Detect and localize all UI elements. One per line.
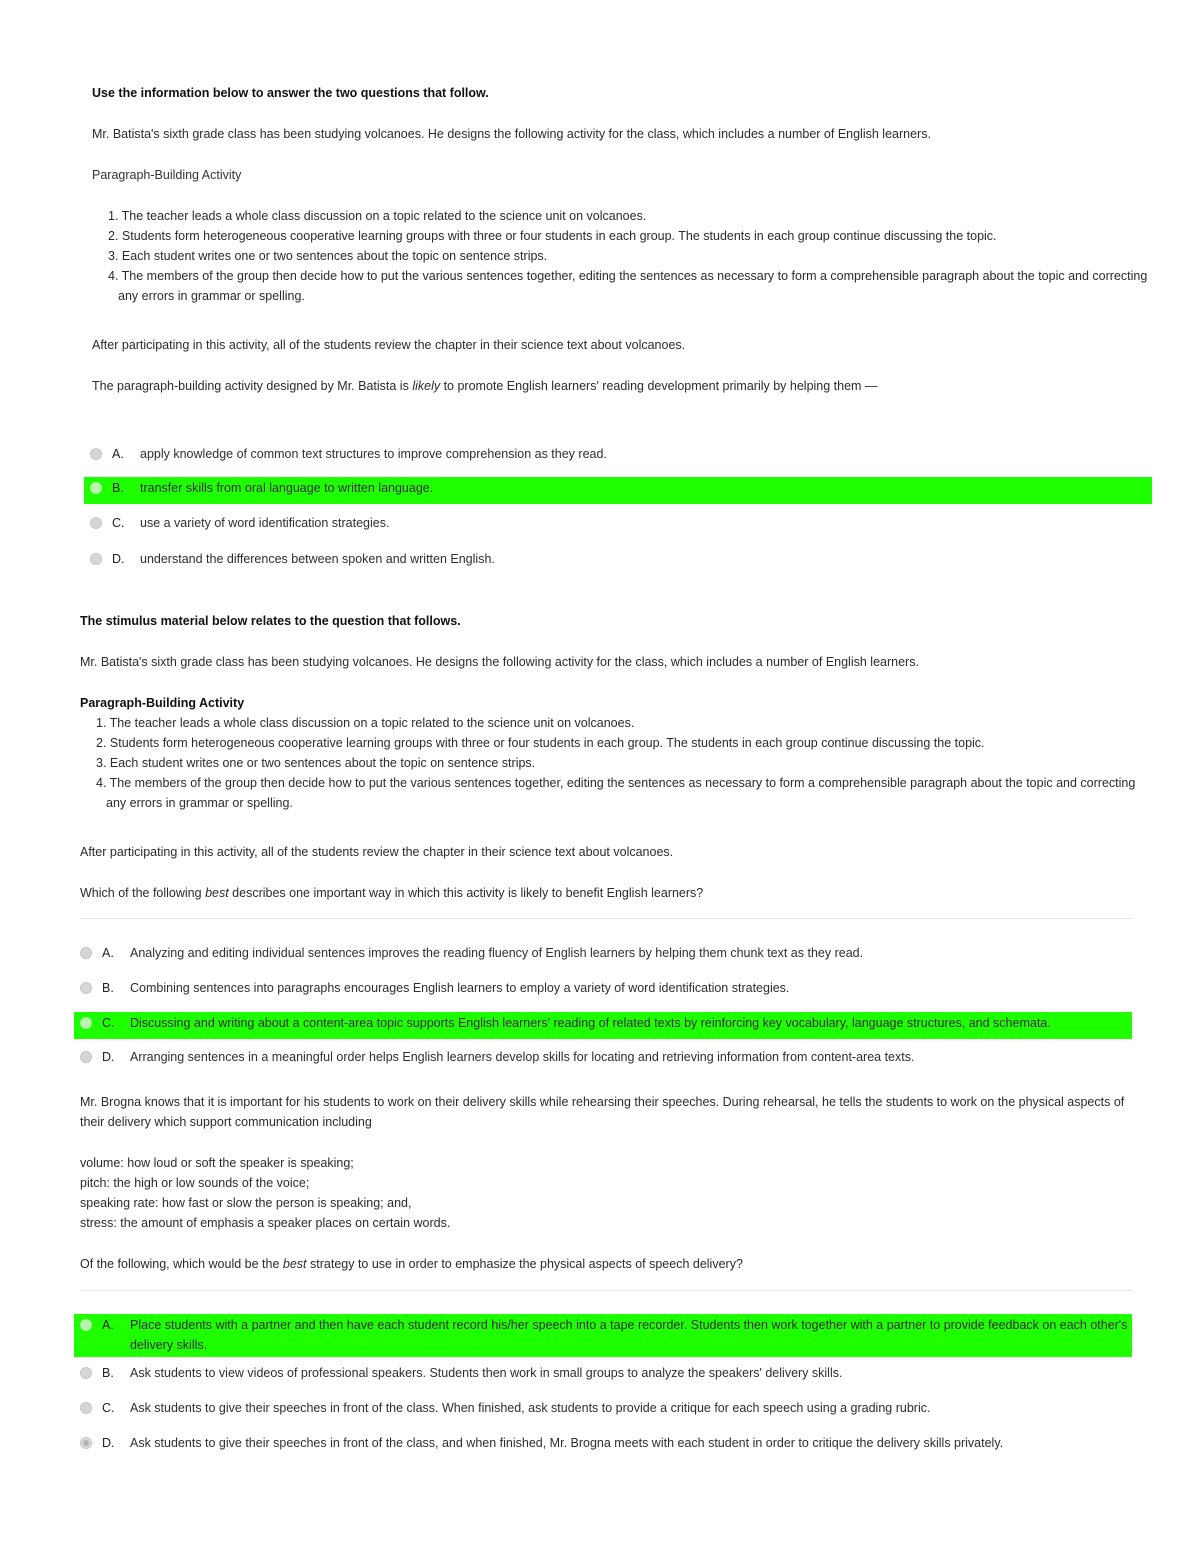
q3-choice-d[interactable]: D. Ask students to give their speeches in front of the class, and when finished, Mr. Brogna meets with each student in order to critique the delivery skills privately. bbox=[74, 1433, 1132, 1455]
radio-button[interactable] bbox=[90, 448, 102, 460]
q2-activity-title: Paragraph-Building Activity bbox=[80, 696, 245, 710]
question-2-stimulus bbox=[80, 611, 1140, 903]
q1-choice-a[interactable]: A. apply knowledge of common text structures to improve comprehension as they read. bbox=[84, 442, 1152, 466]
q3-choice-a[interactable]: A. Place students with a partner and then have each student record his/her speech into a tape recorder. Students then work together with a partner to provide feedback on each other's delivery skills. bbox=[74, 1314, 1132, 1357]
q2-scenario: Mr. Batista's sixth grade class has been studying volcanoes. He designs the following activity for the class, which includes a number of English learners. bbox=[80, 655, 919, 669]
radio-button[interactable] bbox=[80, 947, 92, 959]
q1-question: The paragraph-building activity designed by Mr. Batista is likely to promote English learners' reading development primarily by helping them — bbox=[92, 379, 878, 393]
q2-choice-c[interactable]: C. Discussing and writing about a content-area topic supports English learners' reading of related texts by reinforcing key vocabulary, language structures, and schemata. bbox=[74, 1012, 1132, 1039]
q2-step: 2. Students form heterogeneous cooperative learning groups with three or four students in each group. The students in each group continue discussing the topic. bbox=[96, 736, 985, 750]
q3-aspects-list bbox=[80, 1153, 1132, 1233]
q1-step: 3. Each student writes one or two sentences about the topic on sentence strips. bbox=[108, 249, 548, 263]
q3-choice-b[interactable]: B. Ask students to view videos of professional speakers. Students then work in small groups to analyze the speakers' delivery skills. bbox=[74, 1363, 1132, 1385]
q1-step: 1. The teacher leads a whole class discussion on a topic related to the science unit on volcanoes. bbox=[108, 209, 647, 223]
q3-aspect: pitch: the high or low sounds of the voice; bbox=[80, 1176, 310, 1190]
q2-choice-d[interactable]: D. Arranging sentences in a meaningful order helps English learners develop skills for locating and retrieving information from content-area texts. bbox=[74, 1047, 1132, 1069]
radio-button[interactable] bbox=[80, 1437, 92, 1449]
q3-scenario: Mr. Brogna knows that it is important for his students to work on their delivery skills while rehearsing their speeches. During rehearsal, he tells the students to work on the physical aspects of their delivery which support communication including bbox=[80, 1095, 1125, 1129]
q1-step: 4. The members of the group then decide how to put the various sentences together, editing the sentences as necessary to form a comprehensible paragraph about the topic and correcting any errors in grammar or spelling. bbox=[108, 269, 1148, 303]
q2-step: 4. The members of the group then decide how to put the various sentences together, editing the sentences as necessary to form a comprehensible paragraph about the topic and correcting any errors in grammar or spelling. bbox=[96, 776, 1136, 810]
radio-button[interactable] bbox=[80, 1319, 92, 1331]
radio-button[interactable] bbox=[90, 553, 102, 565]
q3-question: Of the following, which would be the best strategy to use in order to emphasize the physical aspects of speech delivery? bbox=[80, 1257, 743, 1271]
q3-aspect: volume: how loud or soft the speaker is speaking; bbox=[80, 1156, 354, 1170]
radio-button[interactable] bbox=[80, 982, 92, 994]
q2-choice-a[interactable]: A. Analyzing and editing individual sentences improves the reading fluency of English learners by helping them chunk text as they read. bbox=[74, 943, 1132, 965]
q2-intro: The stimulus material below relates to the question that follows. bbox=[80, 614, 461, 628]
q1-choice-b[interactable]: B. transfer skills from oral language to written language. bbox=[84, 477, 1152, 504]
q1-scenario: Mr. Batista's sixth grade class has been studying volcanoes. He designs the following activity for the class, which includes a number of English learners. bbox=[92, 127, 931, 141]
divider bbox=[80, 918, 1132, 919]
q3-aspect: stress: the amount of emphasis a speaker places on certain words. bbox=[80, 1216, 451, 1230]
radio-button[interactable] bbox=[80, 1402, 92, 1414]
q2-choice-b[interactable]: B. Combining sentences into paragraphs encourages English learners to employ a variety of word identification strategies. bbox=[74, 978, 1132, 1000]
q2-steps-list bbox=[80, 713, 1140, 813]
question-1-stimulus bbox=[92, 83, 1152, 396]
q1-choice-c[interactable]: C. use a variety of word identification strategies. bbox=[84, 513, 1152, 535]
q3-choice-c[interactable]: C. Ask students to give their speeches in front of the class. When finished, ask students to provide a critique for each speech using a grading rubric. bbox=[74, 1398, 1132, 1420]
q2-step: 3. Each student writes one or two sentences about the topic on sentence strips. bbox=[96, 756, 536, 770]
radio-button[interactable] bbox=[80, 1367, 92, 1379]
q1-after: After participating in this activity, all of the students review the chapter in their science text about volcanoes. bbox=[92, 338, 686, 352]
radio-button[interactable] bbox=[90, 482, 102, 494]
q1-choice-d[interactable]: D. understand the differences between spoken and written English. bbox=[84, 549, 1152, 571]
q1-activity-title: Paragraph-Building Activity bbox=[92, 168, 242, 182]
radio-button[interactable] bbox=[90, 517, 102, 529]
q2-question: Which of the following best describes one important way in which this activity is likely to benefit English learners? bbox=[80, 886, 704, 900]
radio-button[interactable] bbox=[80, 1017, 92, 1029]
question-3-stimulus bbox=[80, 1092, 1132, 1274]
q2-after: After participating in this activity, all of the students review the chapter in their science text about volcanoes. bbox=[80, 845, 674, 859]
q1-intro: Use the information below to answer the two questions that follow. bbox=[92, 86, 489, 100]
q3-aspect: speaking rate: how fast or slow the person is speaking; and, bbox=[80, 1196, 412, 1210]
q1-step: 2. Students form heterogeneous cooperative learning groups with three or four students in each group. The students in each group continue discussing the topic. bbox=[108, 229, 997, 243]
radio-button[interactable] bbox=[80, 1051, 92, 1063]
divider bbox=[80, 1290, 1132, 1291]
q1-steps-list bbox=[92, 206, 1152, 306]
q2-step: 1. The teacher leads a whole class discussion on a topic related to the science unit on volcanoes. bbox=[96, 716, 635, 730]
